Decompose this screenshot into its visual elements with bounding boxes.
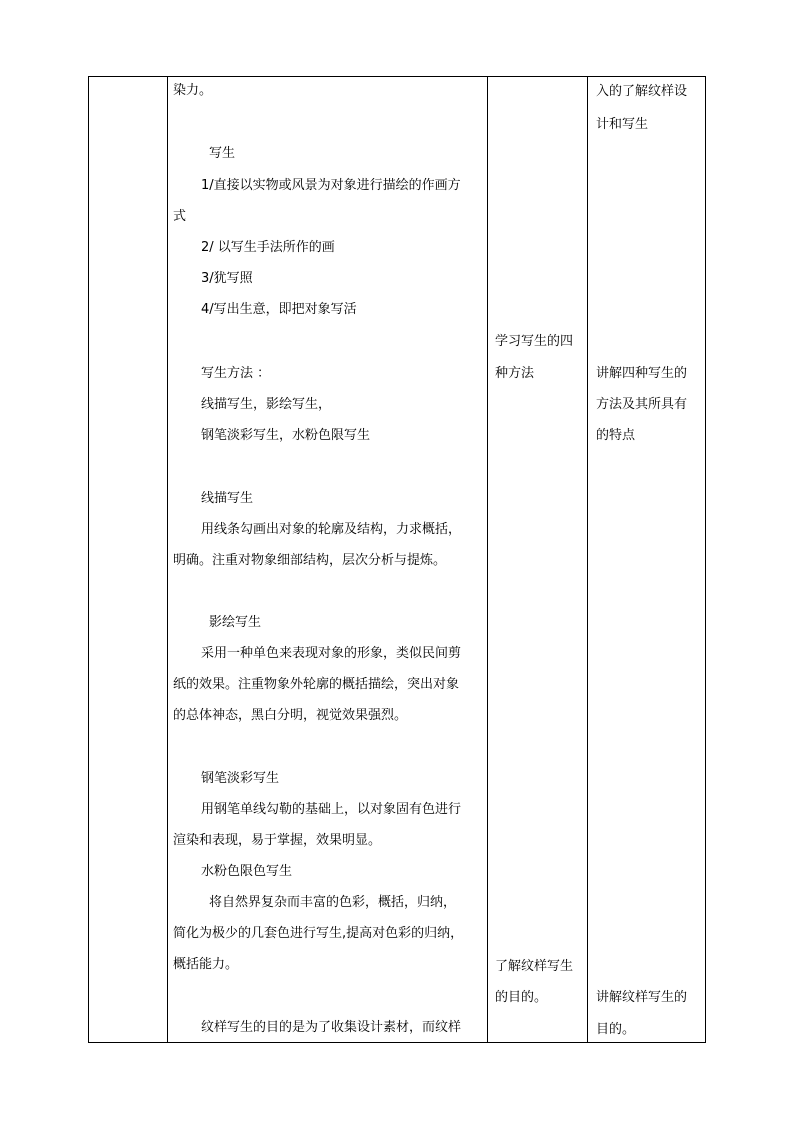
- method-line: 入的了解纹样设: [596, 84, 688, 99]
- content-line: 1/直接以实物或风景为对象进行描绘的作画方: [201, 178, 461, 193]
- content-line: 的总体神态，黑白分明，视觉效果强烈。: [173, 708, 408, 723]
- content-line: 用钢笔单线勾勒的基础上，以对象固有色进行: [201, 802, 462, 817]
- content-line: 钢笔淡彩写生，水粉色限写生: [201, 428, 371, 443]
- method-line: 目的。: [596, 1022, 636, 1037]
- column-divider-3: [587, 77, 588, 1042]
- content-line: 染力。: [173, 83, 213, 98]
- content-line: 采用一种单色来表现对象的形象，类似民间剪: [201, 646, 462, 661]
- content-line: 明确。注重对物象细部结构，层次分析与提炼。: [173, 553, 447, 568]
- method-line: 的特点: [596, 428, 636, 443]
- method-line: 讲解四种写生的: [596, 366, 688, 381]
- content-heading: 影绘写生: [209, 615, 262, 630]
- column-divider-2: [487, 77, 488, 1042]
- content-line: 纹样写生的目的是为了收集设计素材，而纹样: [201, 1020, 462, 1035]
- content-line: 3/犹写照: [201, 271, 253, 286]
- content-heading: 写生方法 ：: [201, 366, 271, 381]
- content-heading: 水粉色限色写生: [201, 864, 293, 879]
- content-line: 将自然界复杂而丰富的色彩，概括，归纳，: [209, 895, 457, 910]
- content-line: 线描写生，影绘写生，: [201, 397, 332, 412]
- column-divider-1: [167, 77, 168, 1042]
- method-line: 讲解纹样写生的: [596, 990, 688, 1005]
- method-line: 计和写生: [596, 117, 649, 132]
- content-line: 式: [173, 209, 187, 224]
- content-line: 渲染和表现，易于掌握，效果明显。: [173, 833, 382, 848]
- content-heading: 线描写生: [201, 491, 254, 506]
- content-heading: 钢笔淡彩写生: [201, 771, 280, 786]
- method-line: 方法及其所具有: [596, 397, 688, 412]
- content-line: 概括能力。: [173, 957, 239, 972]
- content-heading: 写生: [209, 146, 236, 161]
- lesson-table: [88, 76, 706, 1043]
- goal-line: 了解纹样写生: [495, 959, 574, 974]
- goal-line: 种方法: [495, 366, 535, 381]
- content-line: 2/ 以写生手法所作的画: [201, 240, 335, 255]
- content-line: 纸的效果。注重物象外轮廓的概括描绘，突出对象: [173, 677, 460, 692]
- content-line: 简化为极少的几套色进行写生,提高对色彩的归纳，: [173, 926, 464, 941]
- content-line: 用线条勾画出对象的轮廓及结构，力求概括，: [201, 522, 462, 537]
- goal-line: 的目的。: [495, 990, 548, 1005]
- goal-line: 学习写生的四: [495, 334, 574, 349]
- content-line: 4/写出生意，即把对象写活: [201, 302, 357, 317]
